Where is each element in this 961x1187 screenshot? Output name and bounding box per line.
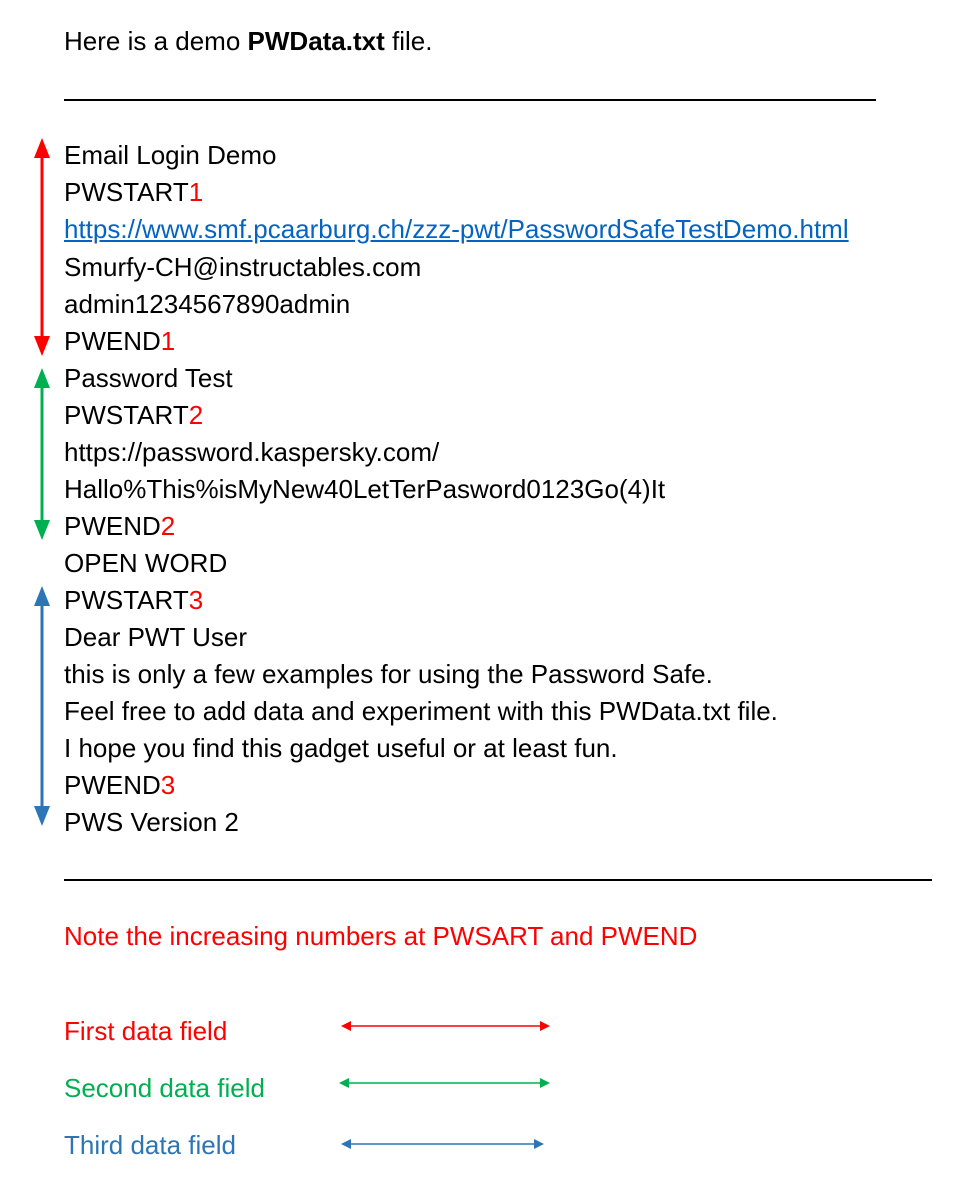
bottom-divider: [64, 879, 932, 881]
legend-third-arrow: [341, 1139, 544, 1149]
legend-second-arrow: [339, 1078, 550, 1088]
record2-start-num: 2: [188, 400, 204, 430]
intro-prefix: Here is a demo: [64, 26, 248, 56]
record1-end: [64, 326, 175, 356]
record2-span-arrow: [34, 368, 50, 540]
record1-start-word: PWSTART: [64, 177, 189, 207]
record3-end-num: 3: [160, 770, 176, 800]
legend-second-label: Second data field: [64, 1073, 265, 1103]
record1-password: admin1234567890admin: [64, 289, 351, 319]
legend-first-label: First data field: [64, 1016, 228, 1046]
record2-start-word: PWSTART: [64, 400, 189, 430]
record2-start: [64, 400, 203, 430]
record3-end: [64, 770, 175, 800]
record3-span-arrow: [34, 586, 50, 826]
intro-text: [64, 26, 432, 56]
record3-end-word: PWEND: [64, 770, 161, 800]
version-text: PWS Version 2: [64, 807, 239, 837]
record3-start-num: 3: [188, 585, 204, 615]
top-divider: [64, 99, 876, 101]
record2-end-word: PWEND: [64, 511, 161, 541]
record2-end-num: 2: [160, 511, 176, 541]
record3-line4: I hope you find this gadget useful or at least fun.: [64, 733, 618, 763]
record1-end-num: 1: [160, 326, 176, 356]
record3-line2: this is only a few examples for using the Password Safe.: [64, 659, 713, 689]
record3-title: OPEN WORD: [64, 548, 228, 578]
record1-start-num: 1: [188, 177, 204, 207]
record1-start: [64, 177, 203, 207]
legend-first-arrow: [341, 1021, 550, 1031]
record1-span-arrow: [34, 138, 50, 356]
record1-title: Email Login Demo: [64, 140, 277, 170]
intro-filename: PWData.txt: [247, 26, 385, 56]
record3-start-word: PWSTART: [64, 585, 189, 615]
record1-end-word: PWEND: [64, 326, 161, 356]
record3-line3: Feel free to add data and experiment with this PWData.txt file.: [64, 696, 778, 726]
note-text: Note the increasing numbers at PWSART and PWEND: [64, 921, 698, 951]
record1-username: Smurfy-CH@instructables.com: [64, 252, 422, 282]
record3-start: [64, 585, 203, 615]
record2-title: Password Test: [64, 363, 233, 393]
intro-suffix: file.: [384, 26, 433, 56]
record1-url-link[interactable]: https://www.smf.pcaarburg.ch/zzz-pwt/PasswordSafeTestDemo.html: [64, 214, 849, 244]
record2-password: Hallo%This%isMyNew40LetTerPasword0123Go(4)It: [64, 474, 666, 504]
record2-url: https://password.kaspersky.com/: [64, 437, 440, 467]
record2-end: [64, 511, 175, 541]
record3-line1: Dear PWT User: [64, 622, 247, 652]
legend-third-label: Third data field: [64, 1130, 236, 1160]
